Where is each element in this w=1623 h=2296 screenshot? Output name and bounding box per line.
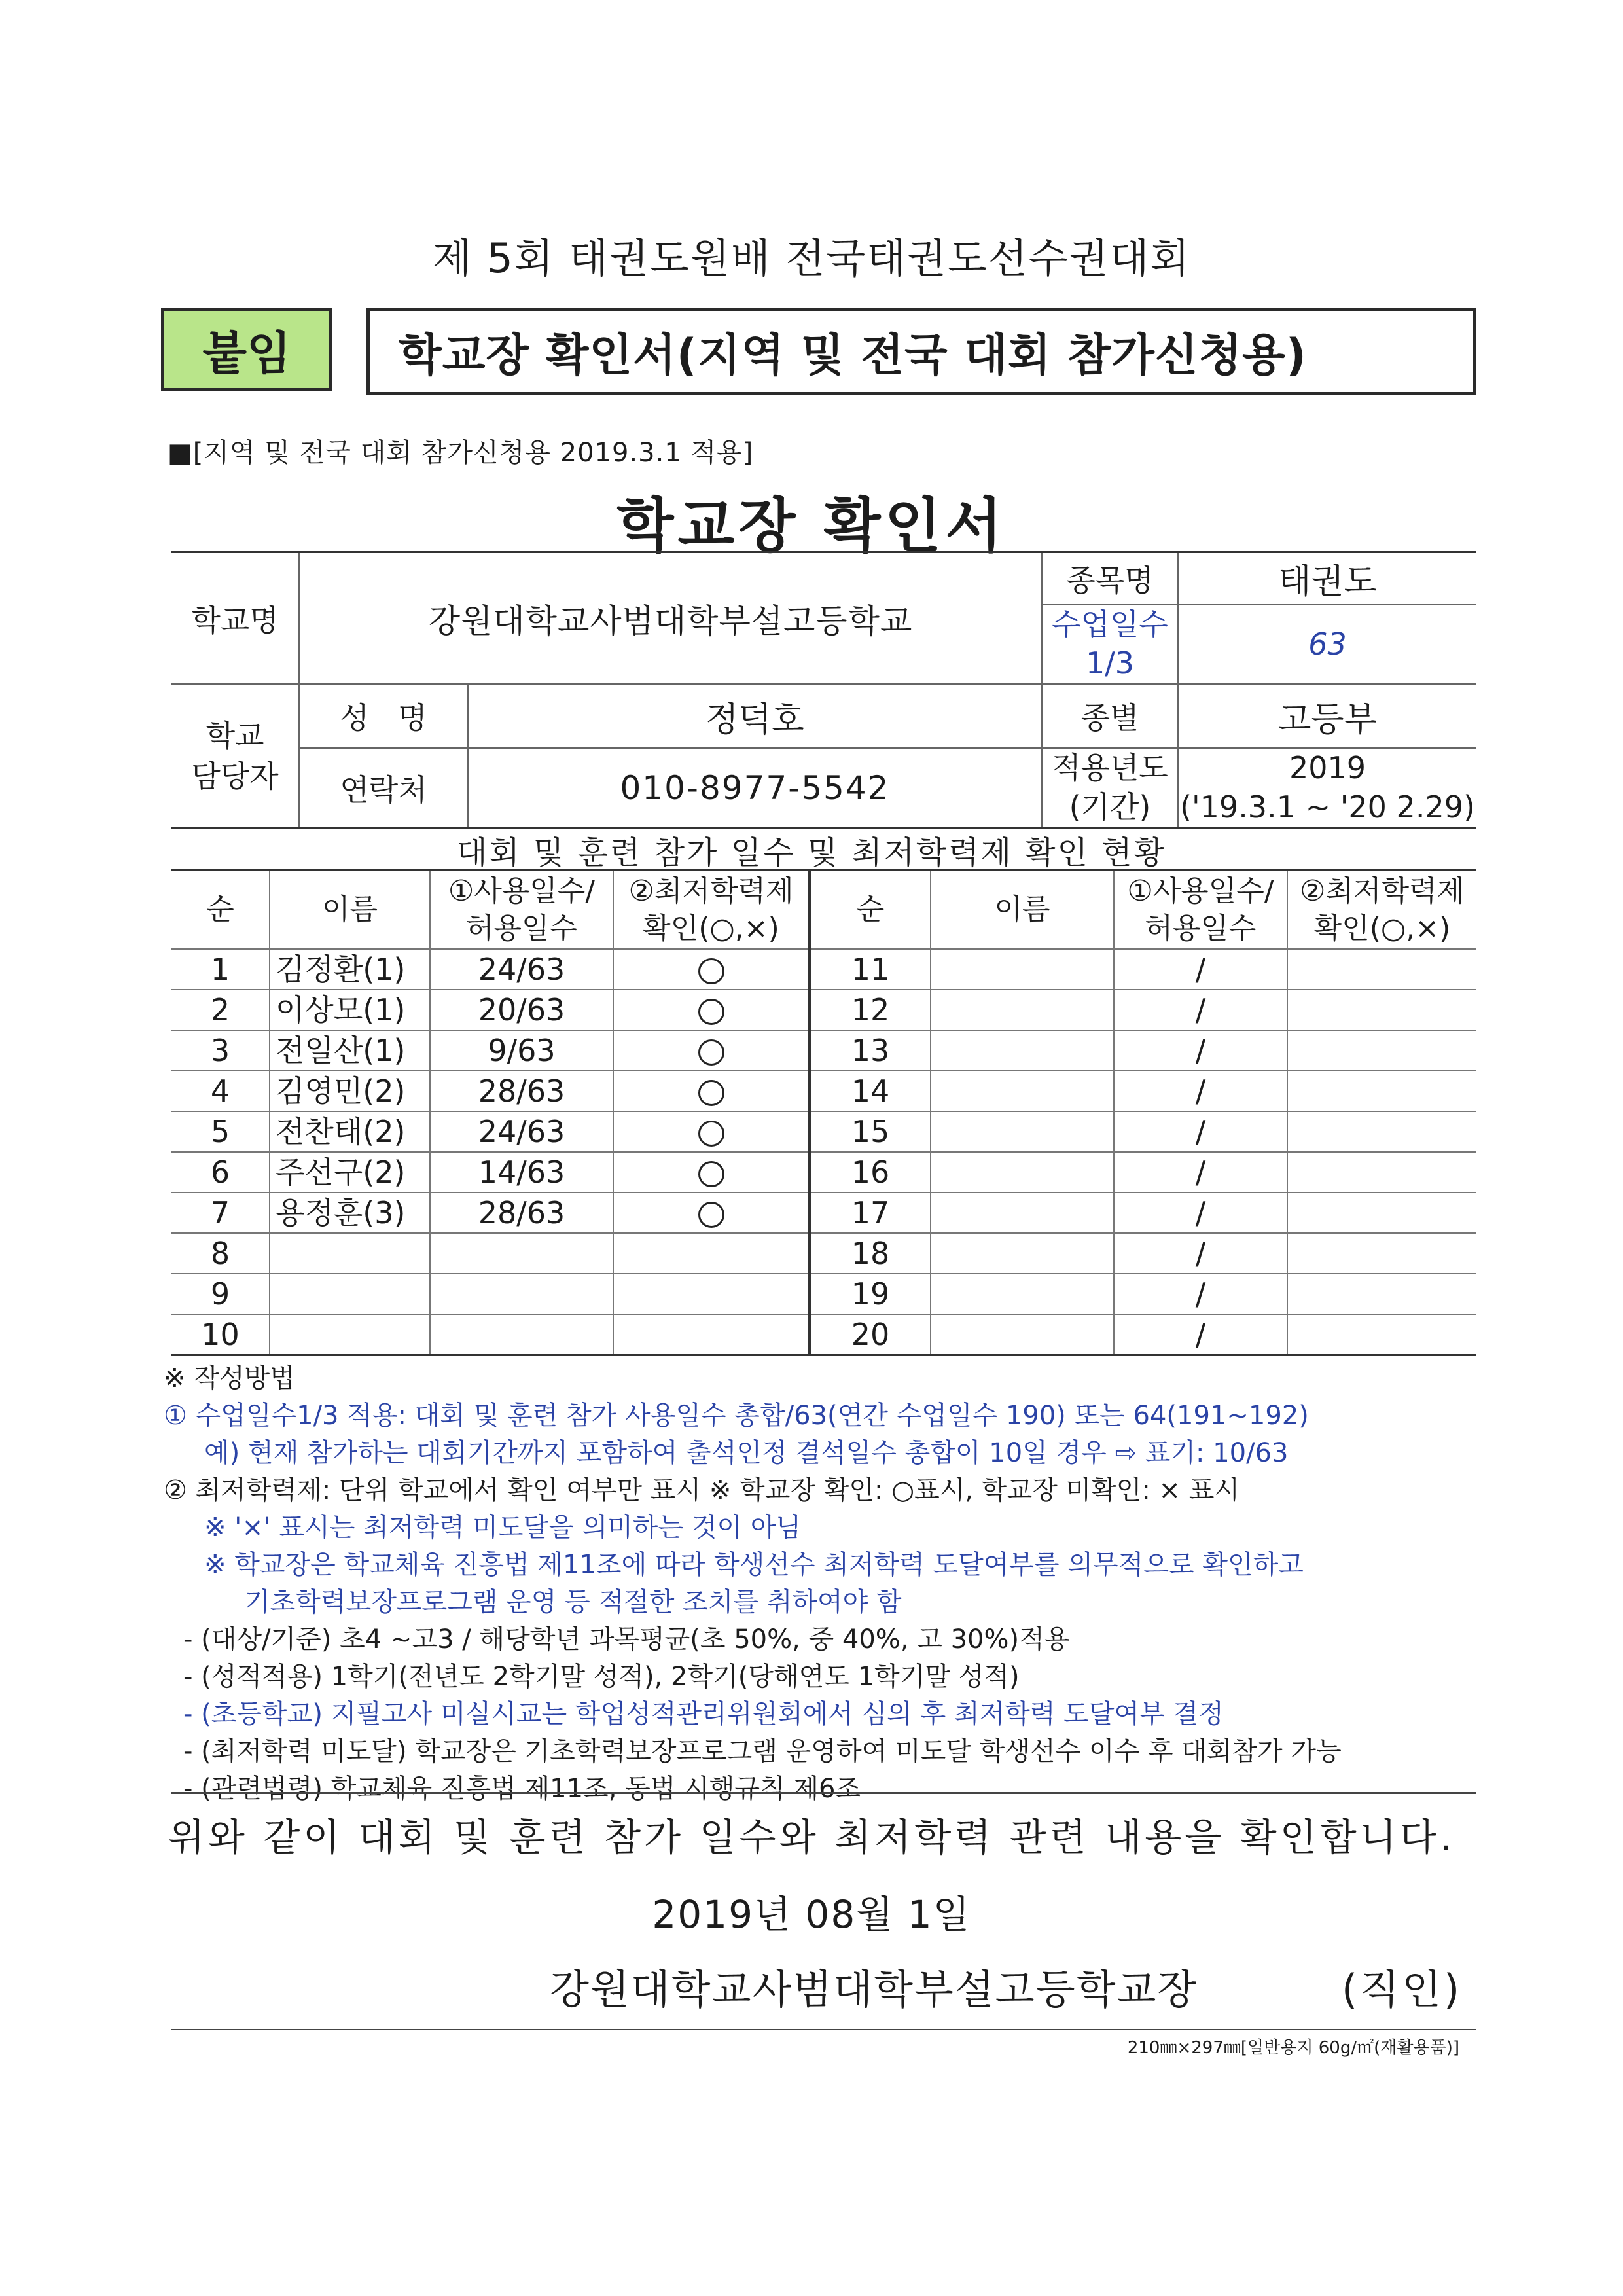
- confirm-circle-icon: [698, 1121, 724, 1147]
- school-label: 학교명: [171, 552, 299, 685]
- row-seq-right: 16: [810, 1152, 931, 1193]
- confirm-circle-icon: [698, 999, 724, 1025]
- row-seq: 7: [171, 1193, 270, 1233]
- row-min-check: [613, 1233, 810, 1274]
- row-min-check: [613, 1111, 810, 1152]
- row-days-right: /: [1114, 1111, 1287, 1152]
- row-seq-right: 13: [810, 1030, 931, 1071]
- confirm-circle-icon: [698, 1039, 724, 1066]
- row-min-check-right: [1287, 1314, 1476, 1355]
- phone-value: 010-8977-5542: [468, 748, 1042, 828]
- row-seq: 8: [171, 1233, 270, 1274]
- row-name-right: [931, 1071, 1114, 1111]
- header-seq-right: 순: [810, 870, 931, 950]
- footer-divider: [171, 2029, 1476, 2030]
- row-min-check-right: [1287, 949, 1476, 990]
- table-row: [171, 1071, 1476, 1111]
- instruction-line: ② 최저학력제: 단위 학교에서 확인 여부만 표시 ※ 학교장 확인: ○표시, 학교장 미확인: × 표시: [164, 1475, 1240, 1505]
- row-days-right: /: [1114, 1030, 1287, 1071]
- year-value: 2019: [1289, 750, 1366, 786]
- row-min-check-right: [1287, 1193, 1476, 1233]
- row-days-right: /: [1114, 990, 1287, 1030]
- writing-instructions: [164, 1360, 1479, 1808]
- row-seq-right: 19: [810, 1274, 931, 1314]
- header-min-right: [1287, 870, 1476, 950]
- header-min-line-1: ②최저학력제: [628, 874, 794, 908]
- division-value: 고등부: [1178, 684, 1476, 748]
- header-days-right-line-1: ①사용일수/: [1127, 874, 1274, 908]
- row-min-check-right: [1287, 990, 1476, 1030]
- apply-note: ■[지역 및 전국 대회 참가신청용 2019.3.1 적용]: [168, 438, 754, 468]
- contact-label: [171, 684, 299, 828]
- status-title: 대회 및 훈련 참가 일수 및 최저학력제 확인 현황: [456, 834, 1167, 871]
- header-min: [613, 870, 810, 950]
- year-label-line-2: (기간): [1069, 789, 1151, 825]
- row-seq-right: 20: [810, 1314, 931, 1355]
- row-min-check: [613, 1314, 810, 1355]
- row-seq: 10: [171, 1314, 270, 1355]
- phone-label: 연락처: [299, 748, 468, 828]
- sport-value: 태권도: [1178, 552, 1476, 605]
- row-min-check: [613, 990, 810, 1030]
- row-seq: 6: [171, 1152, 270, 1193]
- row-days: 14/63: [430, 1152, 613, 1193]
- row-name: 김정환(1): [270, 949, 430, 990]
- row-name-right: [931, 1193, 1114, 1233]
- row-days: 9/63: [430, 1030, 613, 1071]
- table-row: [171, 949, 1476, 990]
- row-name: [270, 1314, 430, 1355]
- year-label-line-1: 적용년도: [1052, 750, 1168, 786]
- header-days-right-line-2: 허용일수: [1145, 912, 1257, 945]
- instruction-line: - (초등학교) 지필고사 미실시교는 학업성적관리위원회에서 심의 후 최저학력 도달여부 결정: [183, 1699, 1224, 1729]
- period-value: ('19.3.1 ~ '20 2.29): [1180, 789, 1475, 825]
- row-name-right: [931, 1152, 1114, 1193]
- instruction-line: ※ 작성방법: [164, 1363, 295, 1393]
- table-row: [171, 1233, 1476, 1274]
- row-name: 이상모(1): [270, 990, 430, 1030]
- row-days: 24/63: [430, 949, 613, 990]
- header-name-right: 이름: [931, 870, 1114, 950]
- division-label: 종별: [1042, 684, 1178, 748]
- row-name-right: [931, 949, 1114, 990]
- row-days: [430, 1233, 613, 1274]
- table-row: [171, 1111, 1476, 1152]
- confirmation-statement: 위와 같이 대회 및 훈련 참가 일수와 최저학력 관련 내용을 확인합니다.: [168, 1815, 1455, 1859]
- class-days-label: [1042, 605, 1178, 685]
- header-title: 학교장 확인서(지역 및 전국 대회 참가신청용): [366, 308, 1476, 395]
- class-days-fraction: 1/3: [1085, 645, 1135, 681]
- row-seq: 2: [171, 990, 270, 1030]
- header-min-right-line-1: ②최저학력제: [1300, 874, 1465, 908]
- row-min-check: [613, 1071, 810, 1111]
- row-seq-right: 15: [810, 1111, 931, 1152]
- divider: [171, 1792, 1476, 1794]
- row-min-check: [613, 1030, 810, 1071]
- table-row: [171, 1152, 1476, 1193]
- row-seq: 1: [171, 949, 270, 990]
- instruction-line: 기초학력보장프로그램 운영 등 적절한 조치를 취하여야 함: [245, 1587, 902, 1617]
- header-min-line-2: 확인(○,×): [643, 912, 779, 945]
- table-row: [171, 1030, 1476, 1071]
- instruction-line: ① 수업일수1/3 적용: 대회 및 훈련 참가 사용일수 총합/63(연간 수업일수 190) 또는 64(191~192): [164, 1401, 1309, 1431]
- row-name: 김영민(2): [270, 1071, 430, 1111]
- principal-signature: 강원대학교사범대학부설고등학교장: [550, 1965, 1198, 2013]
- row-days-right: /: [1114, 1071, 1287, 1111]
- table-row: [171, 1314, 1476, 1355]
- contact-label-line-2: 담당자: [191, 758, 279, 794]
- header-days-line-1: ①사용일수/: [448, 874, 596, 908]
- school-name: 강원대학교사범대학부설고등학교: [299, 552, 1042, 685]
- row-name: 전찬태(2): [270, 1111, 430, 1152]
- header-seq: 순: [171, 870, 270, 950]
- year-label: [1042, 748, 1178, 828]
- school-info-table: [171, 551, 1476, 829]
- table-row: [171, 1193, 1476, 1233]
- confirm-circle-icon: [698, 958, 724, 984]
- row-days: 24/63: [430, 1111, 613, 1152]
- row-name: [270, 1274, 430, 1314]
- table-row: [171, 1274, 1476, 1314]
- row-name: 용정훈(3): [270, 1193, 430, 1233]
- row-days: 28/63: [430, 1193, 613, 1233]
- instruction-line: - (관련법령) 학교체육 진흥법 제11조, 동법 시행규칙 제6조: [183, 1774, 861, 1804]
- class-days-label-text: 수업일수: [1052, 606, 1168, 642]
- contact-name: 정덕호: [468, 684, 1042, 748]
- row-seq: 4: [171, 1071, 270, 1111]
- name-label: 성 명: [299, 684, 468, 748]
- header-days: [430, 870, 613, 950]
- table-row: [171, 990, 1476, 1030]
- row-name-right: [931, 1111, 1114, 1152]
- row-min-check: [613, 1274, 810, 1314]
- row-name-right: [931, 1314, 1114, 1355]
- contact-label-line-1: 학교: [205, 717, 264, 753]
- row-min-check-right: [1287, 1274, 1476, 1314]
- row-days-right: /: [1114, 1152, 1287, 1193]
- row-name-right: [931, 1030, 1114, 1071]
- row-name: 전일산(1): [270, 1030, 430, 1071]
- document-title: 학교장 확인서: [616, 492, 1007, 560]
- competition-title: 제 5회 태권도원배 전국태권도선수권대회: [432, 234, 1191, 282]
- row-days: 20/63: [430, 990, 613, 1030]
- year-value-cell: [1178, 748, 1476, 828]
- row-days-right: /: [1114, 1193, 1287, 1233]
- header-days-line-2: 허용일수: [465, 912, 577, 945]
- instruction-line: 예) 현재 참가하는 대회기간까지 포함하여 출석인정 결석일수 총합이 10일 경우 ⇨ 표기: 10/63: [204, 1438, 1289, 1468]
- row-days: 28/63: [430, 1071, 613, 1111]
- row-seq: 9: [171, 1274, 270, 1314]
- header-name: 이름: [270, 870, 430, 950]
- row-name: 주선구(2): [270, 1152, 430, 1193]
- row-name-right: [931, 1233, 1114, 1274]
- row-seq-right: 18: [810, 1233, 931, 1274]
- row-days-right: /: [1114, 1314, 1287, 1355]
- row-name: [270, 1233, 430, 1274]
- row-min-check-right: [1287, 1071, 1476, 1111]
- class-days-value: 63: [1178, 605, 1476, 685]
- row-name-right: [931, 1274, 1114, 1314]
- confirm-circle-icon: [698, 1161, 724, 1187]
- header-min-right-line-2: 확인(○,×): [1313, 912, 1451, 945]
- attachment-label: 붙임: [161, 308, 332, 391]
- paper-spec: 210㎜×297㎜[일반용지 60g/㎡(재활용품)]: [1127, 2038, 1459, 2058]
- confirmation-date: 2019년 08월 1일: [652, 1892, 971, 1937]
- row-min-check: [613, 1152, 810, 1193]
- row-min-check-right: [1287, 1030, 1476, 1071]
- instruction-line: ※ '×' 표시는 최저학력 미도달을 의미하는 것이 아님: [204, 1513, 802, 1543]
- row-days-right: /: [1114, 1274, 1287, 1314]
- row-days-right: /: [1114, 1233, 1287, 1274]
- instruction-line: - (최저학력 미도달) 학교장은 기초학력보장프로그램 운영하여 미도달 학생선수 이수 후 대회참가 가능: [183, 1736, 1342, 1767]
- instruction-line: - (대상/기준) 초4 ~고3 / 해당학년 과목평균(초 50%, 중 40%, 고 30%)적용: [183, 1624, 1070, 1655]
- sport-label: 종목명: [1042, 552, 1178, 605]
- row-days: [430, 1274, 613, 1314]
- row-days-right: /: [1114, 949, 1287, 990]
- row-name-right: [931, 990, 1114, 1030]
- row-seq: 5: [171, 1111, 270, 1152]
- row-seq-right: 17: [810, 1193, 931, 1233]
- participation-table: [171, 869, 1476, 1356]
- row-seq: 3: [171, 1030, 270, 1071]
- row-min-check-right: [1287, 1233, 1476, 1274]
- row-seq-right: 14: [810, 1071, 931, 1111]
- instruction-line: ※ 학교장은 학교체육 진흥법 제11조에 따라 학생선수 최저학력 도달여부를 의무적으로 확인하고: [204, 1550, 1304, 1580]
- row-min-check: [613, 949, 810, 990]
- row-days: [430, 1314, 613, 1355]
- confirm-circle-icon: [698, 1080, 724, 1106]
- row-min-check-right: [1287, 1152, 1476, 1193]
- row-seq-right: 12: [810, 990, 931, 1030]
- row-min-check-right: [1287, 1111, 1476, 1152]
- confirm-circle-icon: [698, 1202, 724, 1228]
- row-seq-right: 11: [810, 949, 931, 990]
- row-min-check: [613, 1193, 810, 1233]
- table-header-row: [171, 870, 1476, 950]
- official-seal: (직인): [1342, 1965, 1463, 2013]
- instruction-line: - (성적적용) 1학기(전년도 2학기말 성적), 2학기(당해연도 1학기말 성적): [183, 1662, 1020, 1692]
- header-days-right: [1114, 870, 1287, 950]
